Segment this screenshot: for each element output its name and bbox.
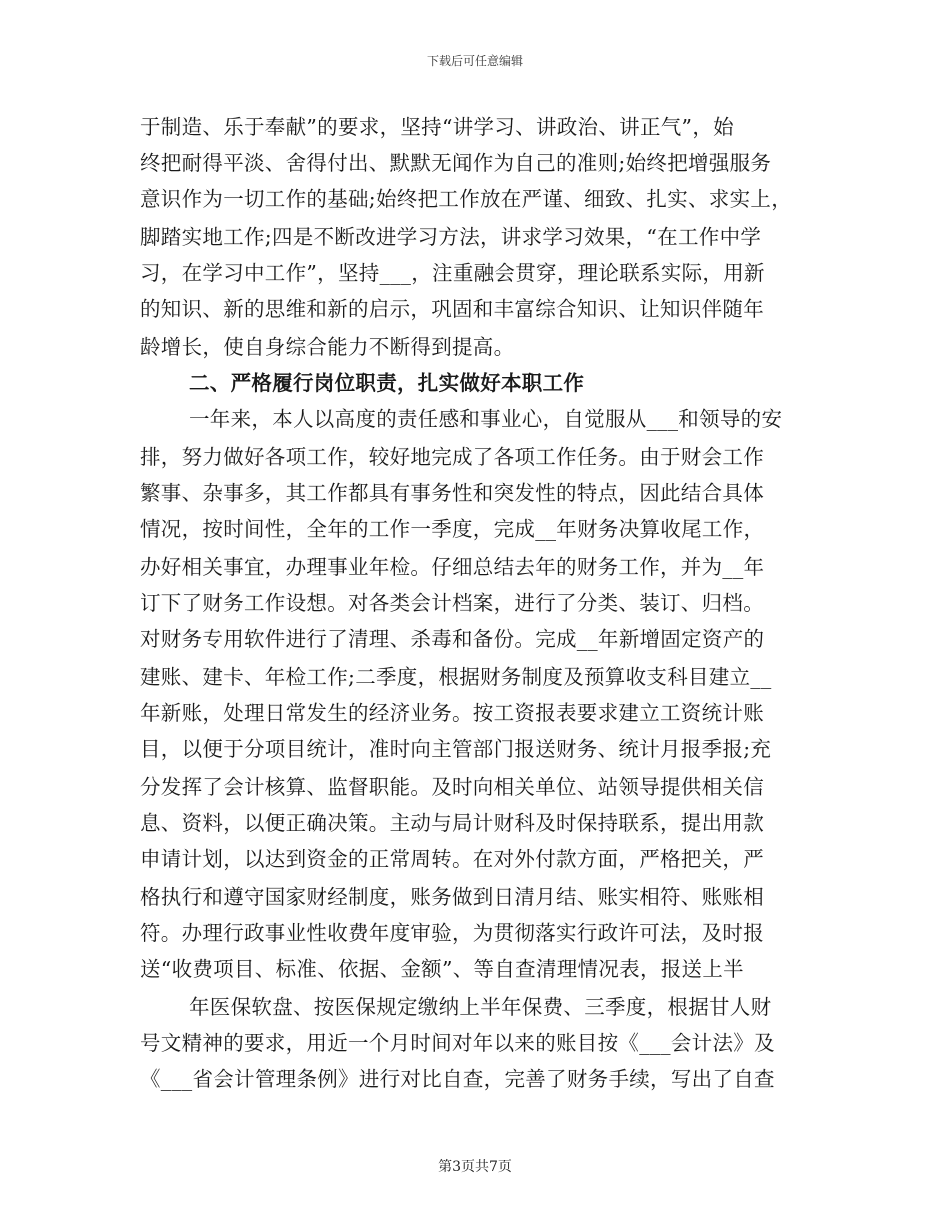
- text-line: 订下了财务工作设想。对各类会计档案，进行了分类、装订、归档。: [140, 591, 764, 615]
- text-line: 建账、建卡、年检工作;二季度，根据财务制度及预算收支科目建立__: [140, 665, 772, 689]
- text-line: 年新账，处理日常发生的经济业务。按工资报表要求建立工资统计账: [140, 701, 764, 725]
- text-line: 意识作为一切工作的基础;始终把工作放在严谨、细致、扎实、求实上，: [140, 187, 793, 211]
- text-line: 符。办理行政事业性收费年度审验，为贯彻落实行政许可法，及时报: [140, 921, 764, 945]
- text-line: 情况，按时间性，全年的工作一季度，完成__年财务决算收尾工作，: [140, 517, 765, 541]
- text-line: 排，努力做好各项工作，较好地完成了各项工作任务。由于财会工作: [140, 445, 764, 469]
- text-line: 脚踏实地工作;四是不断改进学习方法，讲求学习效果，“在工作中学: [140, 225, 762, 249]
- section-heading: 二、严格履行岗位职责，扎实做好本职工作: [189, 371, 585, 395]
- text-line: 格执行和遵守国家财经制度，账务做到日清月结、账实相符、账账相: [140, 885, 764, 909]
- text-line: 年医保软盘、按医保规定缴纳上半年保费、三季度，根据甘人财: [189, 995, 772, 1019]
- text-line: 习，在学习中工作”，坚持___，注重融会贯穿，理论联系实际，用新: [140, 261, 765, 285]
- text-line: 办好相关事宜，办理事业年检。仔细总结去年的财务工作，并为__年: [140, 555, 765, 579]
- text-line: 《___省会计管理条例》进行对比自查，完善了财务手续，写出了自查: [140, 1067, 775, 1091]
- text-line: 龄增长，使自身综合能力不断得到提高。: [140, 335, 515, 359]
- text-line: 一年来，本人以高度的责任感和事业心，自觉服从___和领导的安: [189, 407, 783, 431]
- page-footer: 第3页共7页: [438, 1159, 512, 1175]
- text-line: 终把耐得平淡、舍得付出、默默无闻作为自己的准则;始终把增强服务: [140, 151, 772, 175]
- text-line: 对财务专用软件进行了清理、杀毒和备份。完成__年新增固定资产的: [140, 627, 765, 651]
- text-line: 繁事、杂事多，其工作都具有事务性和突发性的特点，因此结合具体: [140, 481, 764, 505]
- text-line: 送“收费项目、标准、依据、金额”、等自查清理情况表，报送上半: [140, 957, 744, 981]
- text-line: 目，以便于分项目统计，准时向主管部门报送财务、统计月报季报;充: [140, 737, 772, 761]
- text-line: 申请计划，以达到资金的正常周转。在对外付款方面，严格把关，严: [140, 847, 764, 871]
- text-line: 的知识、新的思维和新的启示，巩固和丰富综合知识、让知识伴随年: [140, 297, 764, 321]
- text-line: 号文精神的要求，用近一个月时间对年以来的账目按《___会计法》及: [140, 1031, 775, 1055]
- text-line: 息、资料，以便正确决策。主动与局计财科及时保持联系，提出用款: [140, 811, 764, 835]
- page-header: 下载后可任意编辑: [426, 54, 523, 68]
- text-line: 于制造、乐于奉献”的要求，坚持“讲学习、讲政治、讲正气”，始: [140, 115, 734, 139]
- text-line: 分发挥了会计核算、监督职能。及时向相关单位、站领导提供相关信: [140, 775, 764, 799]
